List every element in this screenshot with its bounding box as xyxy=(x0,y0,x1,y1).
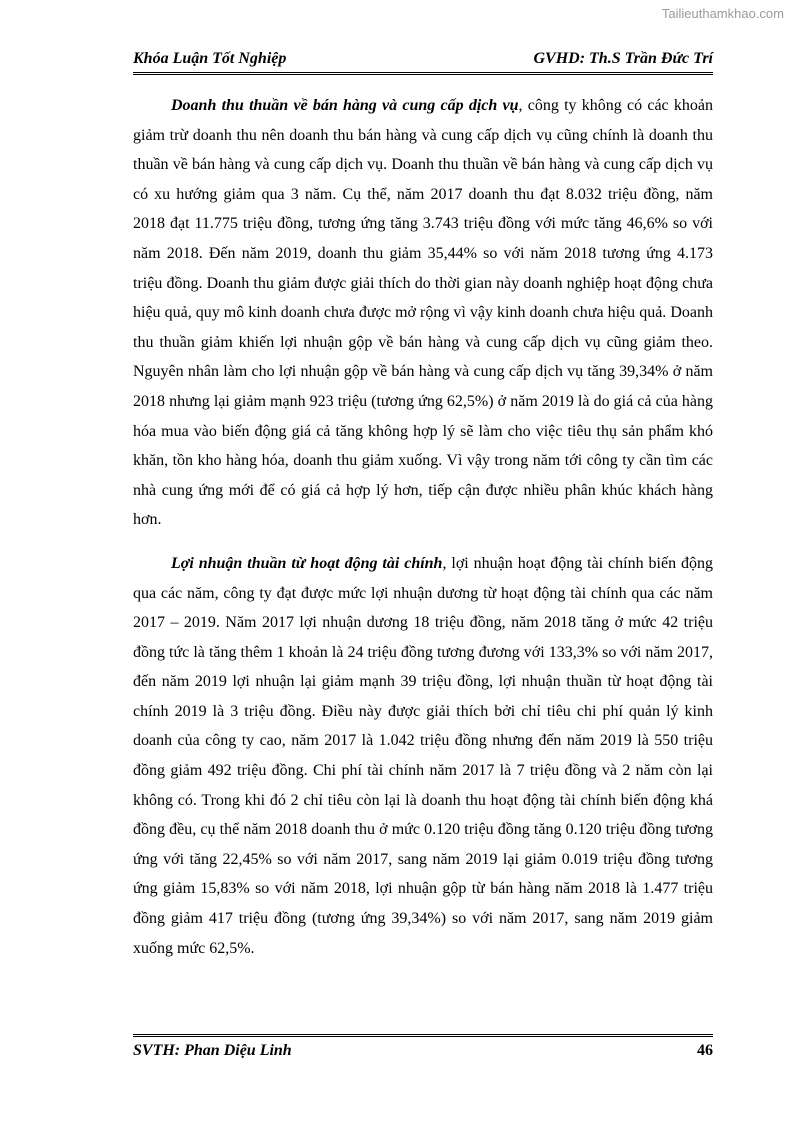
paragraph-text: , lợi nhuận hoạt động tài chính biến động qua các năm, công ty đạt được mức lợi nhuận dương từ hoạt động tài chính qua các năm 2017 – 2019. Năm 2017 lợi nhuận dương 18 triệu đồng, năm 2018 tăng ở mức 42 triệu đồng tức là tăng thêm 1 khoản là 24 triệu đồng tương đương với 133,3% so với năm 2017, đến năm 2019 lợi nhuận lại giảm mạnh 39 triệu đồng, lợi nhuận thuần từ hoạt động tài chính 2019 là 3 triệu đồng. Điều này được giải thích bởi chỉ tiêu chi phí quản lý kinh doanh của công ty cao, năm 2017 là 1.042 triệu đồng nhưng đến năm 2019 là 550 triệu đồng giảm 492 triệu đồng. Chi phí tài chính năm 2017 là 7 triệu đồng và 2 năm còn lại không có. Trong khi đó 2 chỉ tiêu còn lại là doanh thu hoạt động tài chính biến động khá đồng đều, cụ thể năm 2018 doanh thu ở mức 0.120 triệu đồng tăng 0.120 triệu đồng tương ứng với tăng 22,45% so với năm 2017, sang năm 2019 lại giảm 0.019 triệu đồng tương ứng giảm 15,83% so với năm 2018, lợi nhuận gộp từ bán hàng năm 2018 là 1.477 triệu đồng giảm 417 triệu đồng (tương ứng 39,34%) so với năm 2017, sang năm 2019 giảm xuống mức 62,5%. xyxy=(133,554,713,957)
paragraph-revenue xyxy=(133,91,713,535)
paragraph-lead: Doanh thu thuần về bán hàng và cung cấp dịch vụ xyxy=(171,97,519,114)
paragraph-financial-profit xyxy=(133,549,713,963)
header-title: Khóa Luận Tốt Nghiệp xyxy=(133,50,287,67)
paragraph-text: , công ty không có các khoản giảm trừ doanh thu nên doanh thu bán hàng và cung cấp dịch vụ cũng chính là doanh thu thuần về bán hàng và cung cấp dịch vụ. Doanh thu thuần về bán hàng và cung cấp dịch vụ có xu hướng giảm qua 3 năm. Cụ thể, năm 2017 doanh thu đạt 8.032 triệu đồng, năm 2018 đạt 11.775 triệu đồng, tương ứng tăng 3.743 triệu đồng với mức tăng 46,6% so với năm 2018. Đến năm 2019, doanh thu giảm 35,44% so với năm 2018 tương ứng 4.173 triệu đồng. Doanh thu giảm được giải thích do thời gian này doanh nghiệp hoạt động chưa hiệu quả, quy mô kinh doanh chưa được mở rộng vì vậy kinh doanh chưa hiệu quả. Doanh thu thuần giảm khiến lợi nhuận gộp về bán hàng và cung cấp dịch vụ cũng giảm theo. Nguyên nhân làm cho lợi nhuận gộp về bán hàng và cung cấp dịch vụ tăng 39,34% ở năm 2018 nhưng lại giảm mạnh 923 triệu (tương ứng 62,5%) ở năm 2019 là do giá cả của hàng hóa mua vào biến động giá cả tăng không hợp lý sẽ làm cho việc tiêu thụ sản phẩm khó khăn, tồn kho hàng hóa, doanh thu giảm xuống. Vì vậy trong năm tới công ty cần tìm các nhà cung ứng mới để có giá cả hợp lý hơn, tiếp cận được nhiều phân khúc khách hàng hơn. xyxy=(133,97,713,529)
document-body xyxy=(133,91,713,963)
paragraph-lead: Lợi nhuận thuần từ hoạt động tài chính xyxy=(171,554,443,572)
page-header xyxy=(133,50,713,75)
page-number: 46 xyxy=(697,1042,713,1059)
header-advisor: GVHD: Th.S Trần Đức Trí xyxy=(533,50,713,67)
watermark: Tailieuthamkhao.com xyxy=(661,6,784,21)
page-footer xyxy=(133,1034,713,1060)
footer-author: SVTH: Phan Diệu Linh xyxy=(133,1042,292,1059)
